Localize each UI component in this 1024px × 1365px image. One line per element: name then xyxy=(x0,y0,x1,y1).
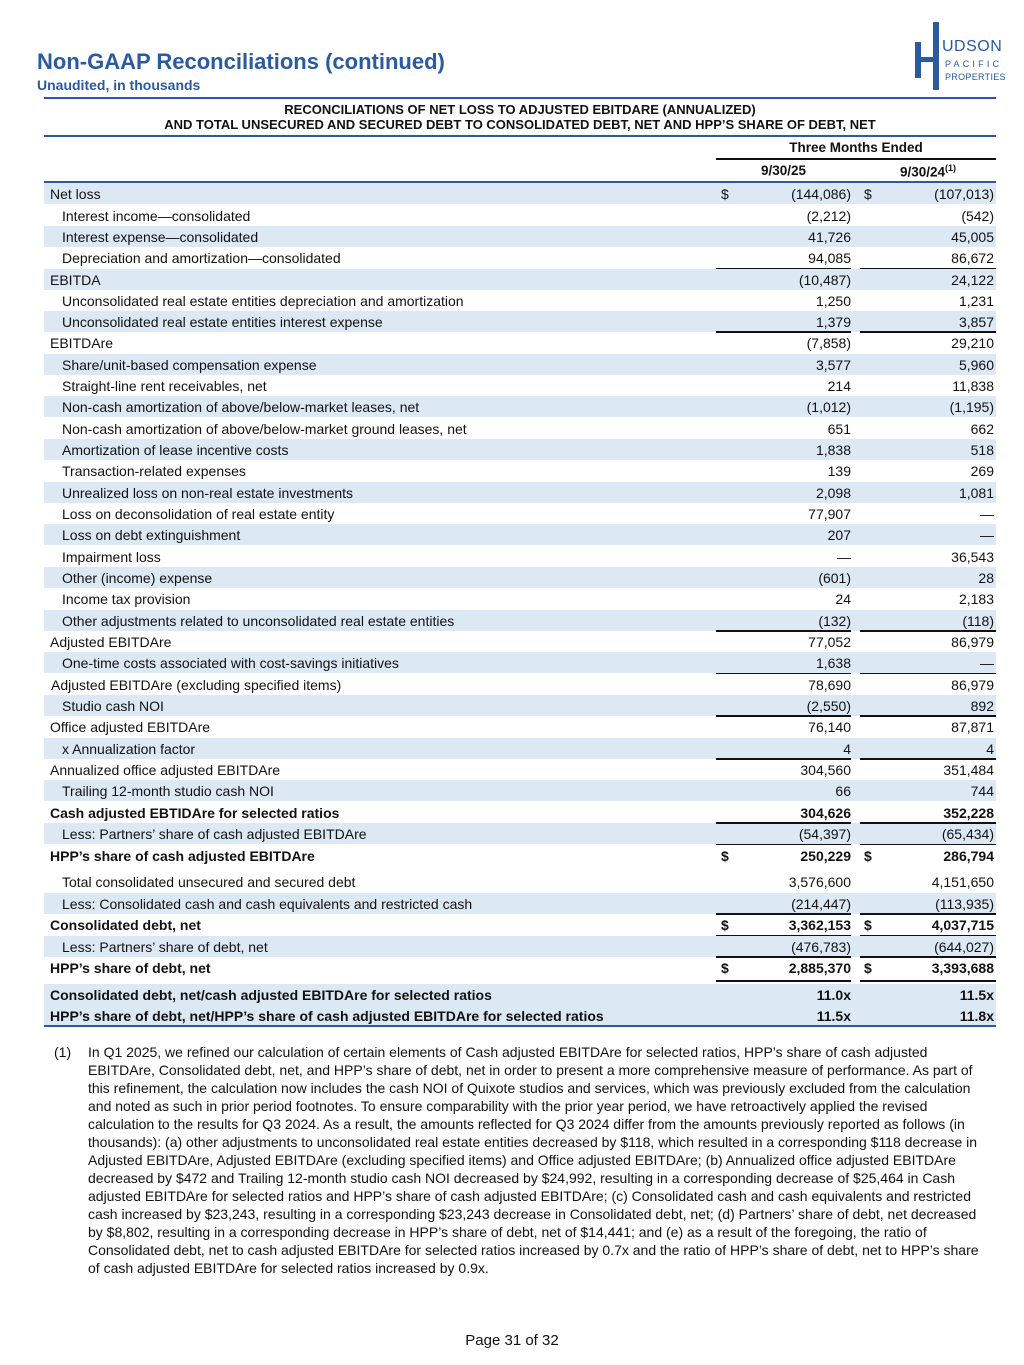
value-prior: (1,195) xyxy=(949,399,994,415)
value-prior: 87,871 xyxy=(951,719,994,735)
table-row xyxy=(44,588,996,609)
row-label: Income tax provision xyxy=(62,591,191,607)
period-header: Three Months Ended xyxy=(789,140,923,155)
value-current: 77,052 xyxy=(808,634,851,650)
value-prior: 744 xyxy=(970,783,994,799)
value-prior: 86,979 xyxy=(951,676,994,693)
value-prior: 3,857 xyxy=(958,314,994,330)
row-label: Non-cash amortization of above/below-market ground leases, net xyxy=(62,420,467,437)
value-prior: 286,794 xyxy=(943,847,994,864)
subtotal-underline xyxy=(860,822,996,824)
value-current: 1,638 xyxy=(815,655,851,671)
table-row xyxy=(44,418,996,439)
row-label: Unrealized loss on non-real estate investments xyxy=(62,484,354,501)
table-row xyxy=(44,984,996,1005)
value-prior: 892 xyxy=(970,698,994,714)
value-prior: — xyxy=(980,655,994,671)
row-label: Depreciation and amortization—consolidated xyxy=(62,250,341,266)
column-header-footnote-ref: (1) xyxy=(945,163,957,173)
subtotal-underline xyxy=(716,822,851,824)
subtotal-underline xyxy=(716,758,851,760)
table-row xyxy=(44,780,996,801)
value-prior: (644,027) xyxy=(934,938,994,955)
currency-symbol-current: $ xyxy=(721,847,729,864)
subtotal-underline xyxy=(860,673,996,675)
value-prior: 1,231 xyxy=(958,293,994,309)
table-row xyxy=(44,247,996,268)
subtotal-underline xyxy=(860,913,996,915)
row-label: Consolidated debt, net/cash adjusted EBITDAre for selected ratios xyxy=(50,987,492,1003)
row-label: Other (income) expense xyxy=(62,570,213,586)
row-label: HPP’s share of debt, net xyxy=(50,960,211,976)
value-prior: 1,081 xyxy=(958,484,994,501)
row-label: Adjusted EBITDAre xyxy=(50,634,172,650)
currency-symbol-prior: $ xyxy=(864,960,872,976)
value-current: (132) xyxy=(818,612,851,629)
table-row xyxy=(44,226,996,247)
table-row xyxy=(44,674,996,695)
value-current: 304,626 xyxy=(800,804,851,821)
value-current: 1,838 xyxy=(815,442,851,458)
table-row xyxy=(44,332,996,353)
value-current: 1,379 xyxy=(815,314,851,330)
subtotal-underline xyxy=(860,630,996,632)
subtotal-underline xyxy=(716,980,851,982)
value-prior: 4,151,650 xyxy=(931,874,994,890)
footnote-text: In Q1 2025, we refined our calculation of certain elements of Cash adjusted EBITDAre for selected ratios, HPP’s share of cash adjusted EBITDAre, Consolidated debt, net, and HPP’s share of debt, net in order to present a more comprehensive measure of performance. As part of this refinement, the calculation now includes the cash NOI of Quixote studios and services, which was previously excluded from the calculation and noted as such in prior period footnotes. To ensure comparability with the prior year period, we have retroactively applied the revised calculation to the results for Q3 2024. As a result, the amounts reflected for Q3 2024 differ from the amounts previously reported as follows (in thousands): (a) other adjustments to unconsolidated real estate entities decreased by $118, which resulted in a corresponding $118 decrease in Adjusted EBITDAre, Adjusted EBITDAre (excluding specified items) and Office adjusted EBITDAre; (b) Annualized office adjusted EBITDAre decreased by $472 and Trailing 12-month studio cash NOI decreased by $24,992, resulting in a corresponding decrease of $25,464 in Cash adjusted EBITDAre for selected ratios and HPP’s share of cash adjusted EBITDAre; (c) Consolidated cash and cash equivalents and restricted cash increased by $23,243, resulting in a corresponding $23,243 decrease in Consolidated debt, net; (d) Partners’ share of debt, net decreased by $8,802, resulting in a corresponding decrease in HPP’s share of debt, net of $14,441; and (e) as a result of the foregoing, the ratio of Consolidated debt, net to cash adjusted EBITDAre for selected ratios increased by 0.7x and the ratio of HPP’s share of debt, net to HPP’s share of cash adjusted EBITDAre for selected ratios increased by 0.9x. xyxy=(88,1044,979,1276)
table-row xyxy=(44,631,996,652)
value-current: 4 xyxy=(843,740,851,757)
value-prior: 36,543 xyxy=(951,548,994,565)
value-current: 139 xyxy=(827,463,851,479)
value-prior: — xyxy=(980,527,994,543)
row-label: Less: Partners’ share of debt, net xyxy=(62,938,268,955)
row-label: Other adjustments related to unconsolidated real estate entities xyxy=(62,612,455,629)
row-label: Impairment loss xyxy=(62,548,161,565)
subtotal-underline xyxy=(716,673,851,675)
value-current: 214 xyxy=(827,378,851,394)
column-header-prior xyxy=(860,163,996,180)
table-row xyxy=(44,375,996,396)
table-row xyxy=(44,354,996,375)
subtotal-underline xyxy=(716,715,851,717)
row-label: Non-cash amortization of above/below-market leases, net xyxy=(62,399,420,415)
row-label: Adjusted EBITDAre (excluding specified items) xyxy=(51,676,342,693)
row-label: Less: Partners’ share of cash adjusted EBITDAre xyxy=(62,826,367,842)
currency-symbol-prior: $ xyxy=(864,186,872,202)
subtotal-underline xyxy=(716,268,851,270)
value-prior: (65,434) xyxy=(941,826,994,842)
value-current: 304,560 xyxy=(800,762,851,778)
table-row xyxy=(44,567,996,588)
value-current: (1,012) xyxy=(806,399,851,415)
column-header-current: 9/30/25 xyxy=(760,163,807,178)
logo-text-udson: UDSON xyxy=(942,38,1003,55)
value-prior: 352,228 xyxy=(943,804,994,821)
table-row xyxy=(44,460,996,481)
value-current: (2,212) xyxy=(806,207,851,224)
page-header xyxy=(37,48,445,94)
row-label: Interest expense—consolidated xyxy=(62,229,259,245)
table-row xyxy=(44,957,996,978)
value-prior: 11.5x xyxy=(959,987,994,1003)
table-row xyxy=(44,311,996,332)
table-row xyxy=(44,183,996,204)
value-prior: 86,672 xyxy=(951,250,994,266)
value-current: 77,907 xyxy=(808,506,851,522)
value-current: 41,726 xyxy=(808,229,851,245)
table-row xyxy=(44,546,996,567)
row-label: HPP’s share of cash adjusted EBITDAre xyxy=(50,847,315,864)
row-label: Unconsolidated real estate entities interest expense xyxy=(62,314,383,330)
value-prior: 45,005 xyxy=(951,229,994,245)
value-current: 11.5x xyxy=(816,1008,851,1024)
value-prior: 24,122 xyxy=(951,271,994,288)
value-current: (144,086) xyxy=(791,186,851,202)
value-current: (2,550) xyxy=(806,698,851,714)
row-label: Office adjusted EBITDAre xyxy=(50,719,211,735)
currency-symbol-current: $ xyxy=(721,186,729,202)
row-label: Net loss xyxy=(50,186,101,202)
table-heading-line1: RECONCILIATIONS OF NET LOSS TO ADJUSTED EBITDARE (ANNUALIZED) xyxy=(284,102,756,117)
table-row xyxy=(44,652,996,673)
value-current: (476,783) xyxy=(791,938,851,955)
table-row xyxy=(44,738,996,759)
table-row xyxy=(44,610,996,631)
logo-text-properties: PROPERTIES xyxy=(945,72,1006,82)
subtotal-underline xyxy=(716,956,851,958)
table-row xyxy=(44,802,996,823)
hudson-logo xyxy=(915,22,1005,90)
subtotal-underline xyxy=(860,331,996,333)
table-heading-line2: AND TOTAL UNSECURED AND SECURED DEBT TO CONSOLIDATED DEBT, NET AND HPP’S SHARE OF DEBT, NET xyxy=(164,117,876,132)
value-prior: 11.8x xyxy=(959,1008,994,1024)
value-prior: 86,979 xyxy=(951,634,994,650)
value-current: (54,397) xyxy=(798,826,851,842)
subtotal-underline xyxy=(860,268,996,270)
subtotal-underline xyxy=(860,935,996,937)
footnote-number: (1) xyxy=(54,1044,72,1060)
value-prior: 2,183 xyxy=(958,591,994,607)
row-label: Annualized office adjusted EBITDAre xyxy=(50,762,281,778)
logo-text-pacific: PACIFIC xyxy=(945,59,1003,69)
row-label: Straight-line rent receivables, net xyxy=(62,378,267,394)
column-header-prior-label: 9/30/24 xyxy=(899,164,946,180)
currency-symbol-prior: $ xyxy=(864,917,872,933)
row-label: HPP’s share of debt, net/HPP’s share of cash adjusted EBITDAre for selected ratios xyxy=(50,1008,604,1024)
table-row xyxy=(44,439,996,460)
page-subtitle: Unaudited, in thousands xyxy=(37,77,201,93)
row-label: Loss on debt extinguishment xyxy=(62,527,241,543)
table-row xyxy=(44,396,996,417)
subtotal-underline xyxy=(716,913,851,915)
value-current: (10,487) xyxy=(798,271,851,288)
row-label: Transaction-related expenses xyxy=(62,463,246,479)
row-label: Interest income—consolidated xyxy=(62,207,251,224)
top-divider xyxy=(44,97,996,99)
value-current: 207 xyxy=(827,527,851,543)
table-row xyxy=(44,205,996,226)
row-label: Studio cash NOI xyxy=(62,698,164,714)
value-current: 2,098 xyxy=(815,484,851,501)
value-current: 76,140 xyxy=(808,719,851,735)
subtotal-underline xyxy=(860,715,996,717)
value-prior: 5,960 xyxy=(958,356,994,373)
table-row xyxy=(44,290,996,311)
value-current: 1,250 xyxy=(815,293,851,309)
subtotal-underline xyxy=(716,935,851,937)
row-label: Total consolidated unsecured and secured debt xyxy=(62,874,356,890)
row-label: Less: Consolidated cash and cash equivalents and restricted cash xyxy=(62,895,473,912)
value-current: 78,690 xyxy=(808,676,851,693)
value-prior: 4,037,715 xyxy=(931,917,994,933)
row-label: EBITDAre xyxy=(50,335,114,351)
value-prior: 29,210 xyxy=(951,335,994,351)
table-row xyxy=(44,871,996,892)
period-header-underline xyxy=(716,158,996,160)
page-number: Page 31 of 32 xyxy=(465,1332,559,1349)
value-prior: 351,484 xyxy=(943,762,994,778)
table-row xyxy=(44,759,996,780)
value-prior: (118) xyxy=(962,612,994,629)
value-prior: 3,393,688 xyxy=(931,960,994,976)
row-label: x Annualization factor xyxy=(62,740,196,757)
value-current: — xyxy=(837,548,851,565)
value-prior: 269 xyxy=(970,463,994,479)
value-current: 3,362,153 xyxy=(788,917,851,933)
page-title: Non-GAAP Reconciliations (continued) xyxy=(37,49,445,74)
value-current: 24 xyxy=(835,591,851,607)
row-label: Share/unit-based compensation expense xyxy=(62,356,317,373)
value-prior: (542) xyxy=(961,207,994,224)
value-current: 2,885,370 xyxy=(788,960,851,976)
row-label: Trailing 12-month studio cash NOI xyxy=(62,783,274,799)
row-label: Amortization of lease incentive costs xyxy=(62,442,289,458)
table-row xyxy=(44,503,996,524)
currency-symbol-prior: $ xyxy=(864,847,872,864)
value-current: 250,229 xyxy=(800,847,851,864)
value-current: (601) xyxy=(818,570,851,586)
subtotal-underline xyxy=(860,980,996,982)
table-row xyxy=(44,914,996,935)
value-prior: (113,935) xyxy=(935,895,994,912)
row-label: One-time costs associated with cost-savings initiatives xyxy=(62,655,399,671)
subtotal-underline xyxy=(860,956,996,958)
value-prior: 11,838 xyxy=(952,378,994,394)
table-row xyxy=(44,269,996,290)
row-label: Unconsolidated real estate entities depreciation and amortization xyxy=(62,293,464,309)
currency-symbol-current: $ xyxy=(721,917,729,933)
value-prior: 518 xyxy=(970,442,994,458)
value-current: 651 xyxy=(827,420,851,437)
table-row xyxy=(44,936,996,957)
table-bottom-divider xyxy=(44,1025,996,1027)
row-label: Loss on deconsolidation of real estate entity xyxy=(62,506,335,522)
value-prior: (107,013) xyxy=(934,186,994,202)
subtotal-underline xyxy=(860,758,996,760)
value-current: (7,858) xyxy=(806,335,851,351)
table-row xyxy=(44,893,996,914)
currency-symbol-current: $ xyxy=(721,960,729,976)
subtotal-underline xyxy=(716,331,851,333)
row-label: EBITDA xyxy=(50,271,101,288)
table-row xyxy=(44,716,996,737)
table-row xyxy=(44,482,996,503)
table-row xyxy=(44,1005,996,1026)
table-row xyxy=(44,823,996,844)
table-row xyxy=(44,845,996,866)
value-current: 94,085 xyxy=(808,250,851,266)
value-prior: 4 xyxy=(986,740,994,757)
value-prior: — xyxy=(980,506,994,522)
subtotal-underline xyxy=(860,844,996,846)
row-label: Cash adjusted EBTIDAre for selected ratios xyxy=(50,804,340,821)
value-current: 3,577 xyxy=(815,356,851,373)
value-current: 66 xyxy=(835,783,851,799)
subtotal-underline xyxy=(716,630,851,632)
table-row xyxy=(44,524,996,545)
heading-divider xyxy=(44,135,996,137)
value-prior: 662 xyxy=(970,420,994,437)
value-current: 11.0x xyxy=(816,987,851,1003)
value-current: 3,576,600 xyxy=(788,874,851,890)
subtotal-underline xyxy=(716,844,851,846)
value-current: (214,447) xyxy=(791,895,851,912)
table-row xyxy=(44,695,996,716)
row-label: Consolidated debt, net xyxy=(50,917,201,933)
value-prior: 28 xyxy=(978,570,994,586)
